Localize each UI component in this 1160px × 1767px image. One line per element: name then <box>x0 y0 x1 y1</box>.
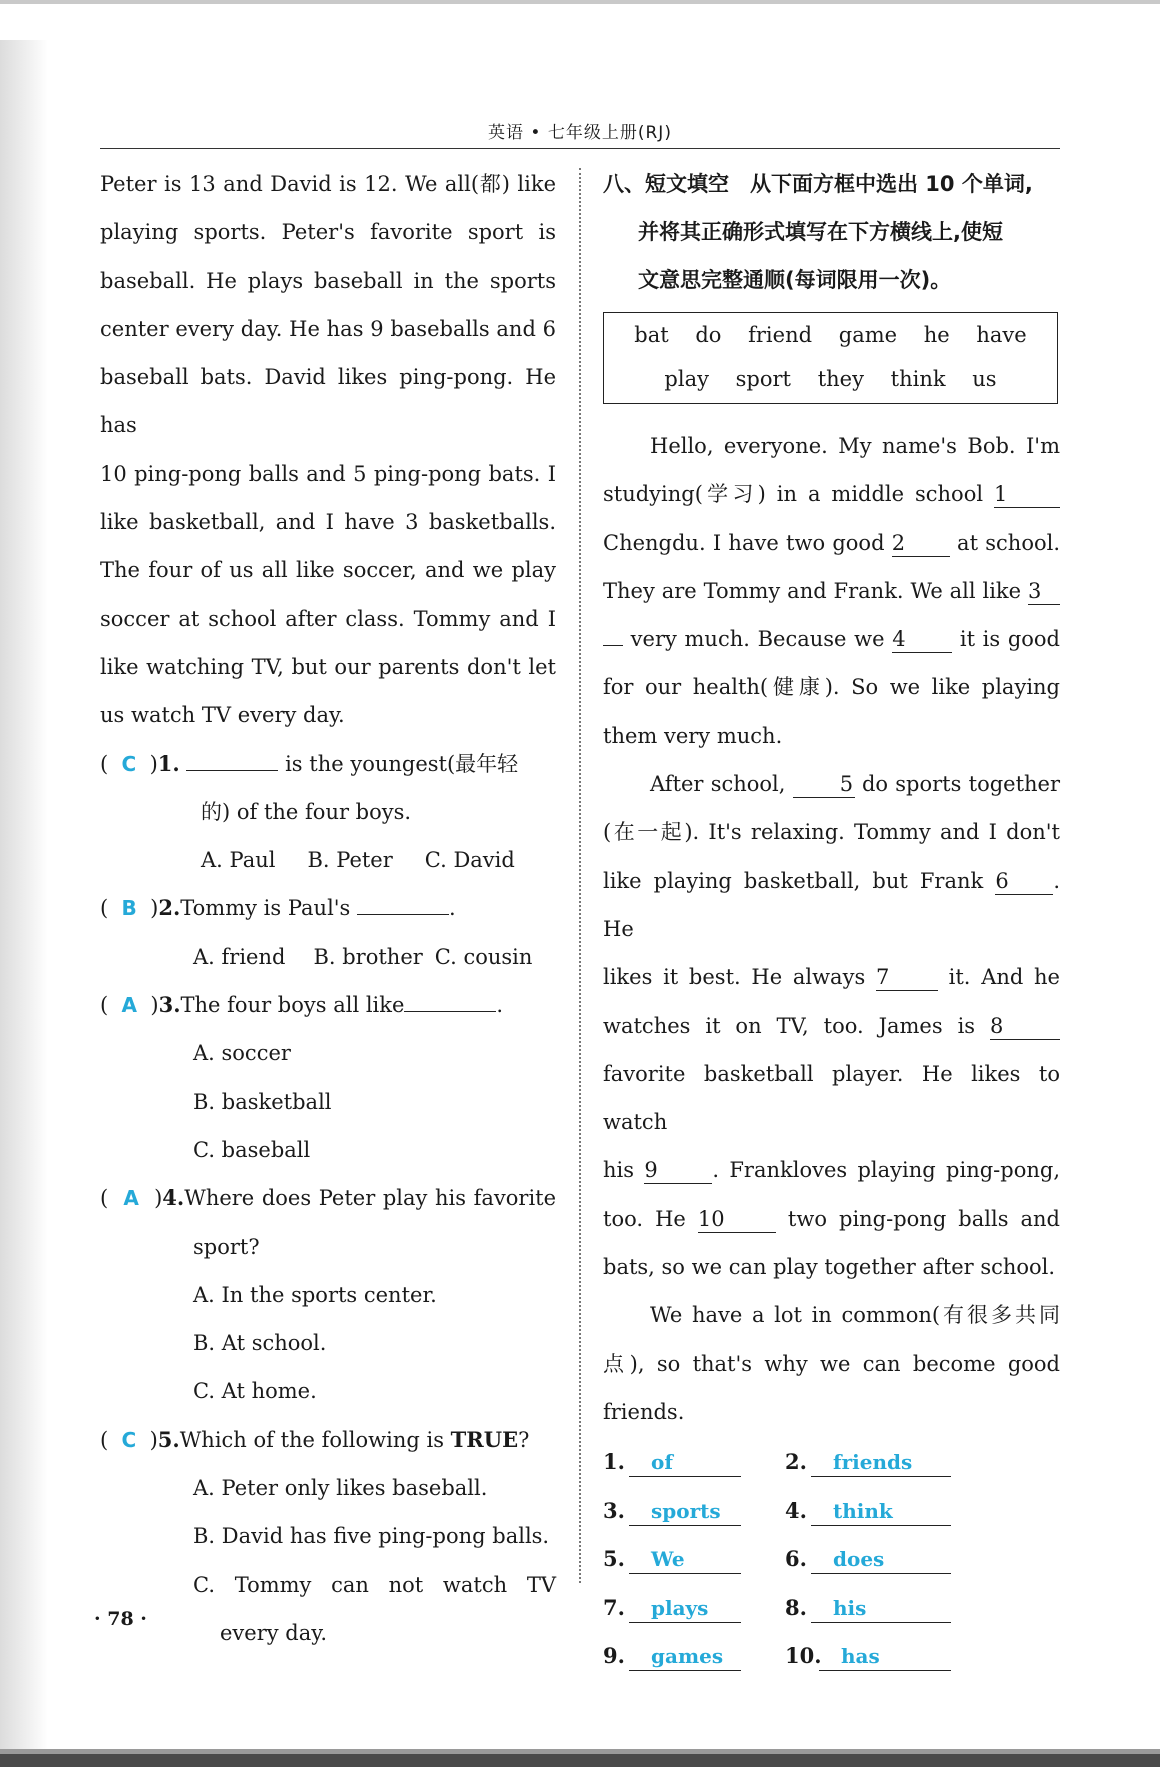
option: B. Peter <box>307 848 393 873</box>
section-title: 文意思完整通顺(每词限用一次)。 <box>638 268 952 292</box>
option: B. David has five ping-pong balls. <box>193 1524 550 1549</box>
text-line: studying(学习) in a middle school 1 <box>603 470 1060 518</box>
numbered-blank: 4 <box>892 628 952 653</box>
text-line: likes it best. He always 7 it. And he <box>603 965 1060 990</box>
option: A. friend <box>193 944 286 969</box>
text-line: Hello, everyone. My name's Bob. I'm <box>650 434 1060 458</box>
answer-row <box>603 1632 1060 1681</box>
word: he <box>923 323 950 347</box>
word: us <box>972 367 997 391</box>
answer-item: 4. think <box>785 1487 951 1536</box>
passage-line: baseball bats. David likes ping-pong. He has <box>100 365 556 438</box>
answer-letter: A <box>121 993 138 1018</box>
section-title: 并将其正确形式填写在下方横线上,使短 <box>638 220 1003 244</box>
options-row <box>100 933 556 981</box>
top-border <box>0 0 1160 4</box>
option: C. At home. <box>193 1379 317 1404</box>
question-text: The four boys all like <box>180 993 405 1018</box>
passage-line: us watch TV every day. <box>100 703 345 728</box>
question-number: 4. <box>162 1185 185 1211</box>
option: B. At school. <box>193 1331 327 1356</box>
numbered-blank: 2 <box>892 532 950 557</box>
text-line: After school, 5 do sports together <box>650 772 1061 797</box>
question-text: is the youngest(最年轻 <box>285 751 519 776</box>
answer-item: 3. sports <box>603 1487 741 1536</box>
page-shadow <box>0 40 48 1760</box>
right-column <box>603 160 1060 1681</box>
question-3: ( A )3.The four boys all like . <box>100 981 556 1029</box>
question-5: ( C )5.Which of the following is TRUE? <box>100 1426 530 1452</box>
header-rule <box>100 148 1060 149</box>
numbered-blank: 1 <box>994 483 1060 508</box>
question-2: ( B )2.Tommy is Paul's . <box>100 884 556 932</box>
passage-line: baseball. He plays baseball in the sports <box>100 268 556 293</box>
answer-value: friends <box>833 1450 913 1475</box>
answer-item: 6. does <box>785 1535 951 1584</box>
numbered-blank: 8 <box>990 1015 1060 1040</box>
option: A. Peter only likes baseball. <box>193 1476 488 1501</box>
word: they <box>817 367 864 391</box>
option: C. David <box>424 848 515 873</box>
passage-line: 10 ping-pong balls and 5 ping-pong bats. I <box>100 461 556 486</box>
text-line: like playing basketball, but Frank 6 . He <box>603 868 1060 941</box>
word-box-row <box>604 313 1057 357</box>
text-line: his 9 . Frankloves playing ping-pong, <box>603 1158 1060 1183</box>
option: B. brother <box>313 944 423 969</box>
page-header: 英语 • 七年级上册(RJ) <box>488 123 672 143</box>
question-text-cont: sport? <box>193 1234 260 1259</box>
passage-line: playing sports. Peter's favorite sport is <box>100 220 556 245</box>
word-box <box>603 312 1058 404</box>
option: C. Tommy can not watch TV <box>193 1572 556 1597</box>
option: A. soccer <box>193 1041 291 1066</box>
text-line: watches it on TV, too. James is 8 <box>603 1002 1060 1050</box>
answer-item: 9. games <box>603 1632 741 1681</box>
answer-value: think <box>833 1498 893 1523</box>
answer-value: We <box>651 1547 685 1572</box>
option: A. Paul <box>201 848 276 873</box>
word: have <box>976 323 1027 347</box>
answer-item: 5. We <box>603 1535 741 1584</box>
emphasis-true: TRUE <box>450 1426 519 1452</box>
blank-line <box>404 983 496 1012</box>
answer-row <box>603 1535 1060 1584</box>
text-line: They are Tommy and Frank. We all like 3 <box>603 567 1060 615</box>
answer-value: has <box>841 1644 880 1669</box>
text-line: very much. Because we 4 it is good <box>603 615 1060 663</box>
text-line: bats, so we can play together after school. <box>603 1255 1056 1280</box>
text-line: favorite basketball player. He likes to watch <box>603 1061 1060 1135</box>
options-row <box>100 836 556 884</box>
numbered-blank: 9 <box>644 1159 712 1184</box>
answer-item: 10. has <box>785 1632 951 1681</box>
text-line: Chengdu. I have two good 2 at school. <box>603 530 1060 555</box>
answer-letter: A <box>123 1186 139 1211</box>
option: C. cousin <box>434 944 533 969</box>
question-4: ( A )4.Where does Peter play his favorite <box>100 1185 557 1211</box>
answer-value: games <box>651 1644 724 1669</box>
page-number: · 78 · <box>94 1608 147 1630</box>
text-line: for our health(健康). So we like playing <box>603 675 1060 700</box>
word: game <box>838 323 898 347</box>
text-line: (在一起). It's relaxing. Tommy and I don't <box>603 820 1060 845</box>
answer-item: 2. friends <box>785 1438 951 1487</box>
option: B. basketball <box>193 1089 332 1114</box>
text-line: We have a lot in common(有很多共同 <box>650 1303 1060 1328</box>
question-text: Where does Peter play his favorite <box>184 1186 557 1211</box>
answer-value: does <box>833 1547 885 1572</box>
section-title: 八、短文填空 从下面方框中选出 10 个单词, <box>603 172 1033 196</box>
answer-item: 1. of <box>603 1438 741 1487</box>
numbered-blank: 7 <box>876 966 938 991</box>
blank-line <box>357 886 449 915</box>
word: bat <box>634 323 669 347</box>
answer-value: of <box>651 1450 673 1475</box>
question-number: 2. <box>158 895 181 921</box>
answer-value: sports <box>651 1498 721 1523</box>
option: A. In the sports center. <box>193 1282 437 1307</box>
answer-value: his <box>833 1595 867 1620</box>
numbered-blank: 3 <box>1028 580 1060 605</box>
word: sport <box>735 367 791 391</box>
word: do <box>695 323 722 347</box>
question-number: 1. <box>157 750 180 776</box>
passage-line: The four of us all like soccer, and we play <box>100 558 556 583</box>
answer-letter: B <box>121 896 137 921</box>
question-number: 3. <box>158 992 181 1018</box>
blank-continuation <box>603 621 623 646</box>
passage-line: soccer at school after class. Tommy and I <box>100 606 556 631</box>
answer-letter: C <box>121 751 137 776</box>
passage-line: like watching TV, but our parents don't let <box>100 654 556 679</box>
left-column <box>100 160 556 1657</box>
text-line: too. He 10 two ping-pong balls and <box>603 1206 1060 1231</box>
word: think <box>890 367 946 391</box>
numbered-blank: 10 <box>698 1208 776 1233</box>
answer-grid <box>603 1438 1060 1681</box>
word: play <box>664 367 709 391</box>
text-line: them very much. <box>603 723 783 748</box>
word-box-row <box>604 357 1057 401</box>
column-divider <box>579 168 581 1583</box>
question-text: Which of the following is <box>179 1427 444 1452</box>
answer-item: 8. his <box>785 1584 951 1633</box>
passage-line: center every day. He has 9 baseballs and 6 <box>100 316 556 341</box>
numbered-blank: 5 <box>793 773 855 798</box>
blank-line <box>186 742 278 771</box>
answer-value: plays <box>651 1595 709 1620</box>
answer-row <box>603 1584 1060 1633</box>
passage-line: like basketball, and I have 3 basketballs. <box>100 510 556 535</box>
question-text: Tommy is Paul's <box>180 896 351 921</box>
option-cont: every day. <box>220 1620 328 1645</box>
question-text-cont: 的) of the four boys. <box>201 799 412 824</box>
question-number: 5. <box>157 1426 180 1452</box>
option: C. baseball <box>193 1137 311 1162</box>
numbered-blank: 6 <box>995 870 1053 895</box>
text-line: friends. <box>603 1399 685 1424</box>
answer-row <box>603 1438 1060 1487</box>
text-line: 点), so that's why we can become good <box>603 1351 1060 1376</box>
answer-item: 7. plays <box>603 1584 741 1633</box>
word: friend <box>748 323 813 347</box>
bottom-border <box>0 1754 1160 1767</box>
answer-letter: C <box>121 1427 137 1452</box>
question-1: ( C )1. is the youngest(最年轻 <box>100 740 556 788</box>
passage-line: Peter is 13 and David is 12. We all(都) like <box>100 172 556 196</box>
answer-row <box>603 1487 1060 1536</box>
